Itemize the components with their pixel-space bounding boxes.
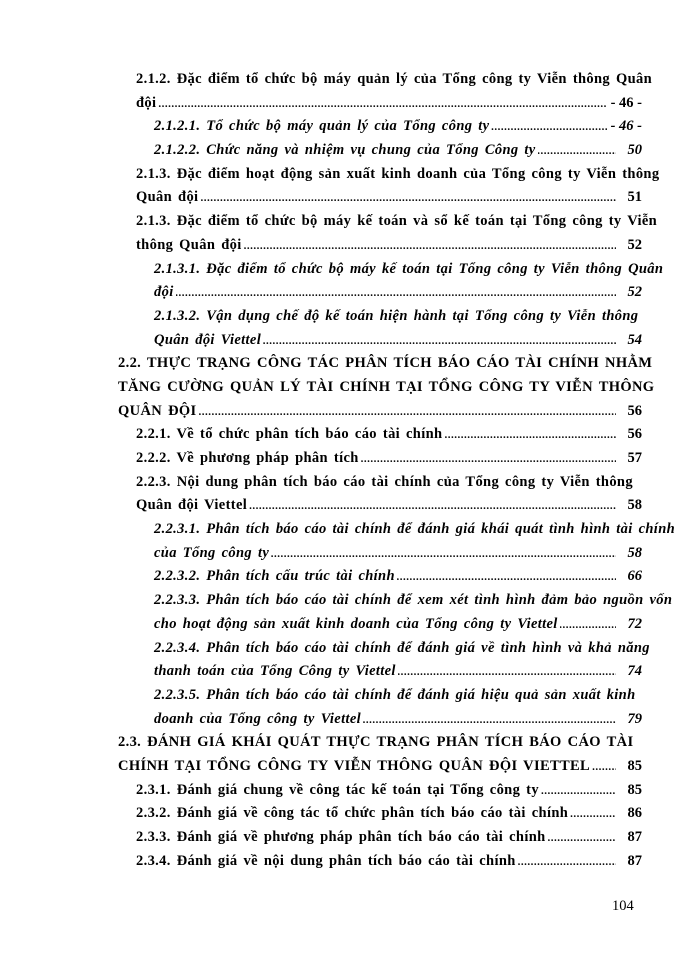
toc-entry[interactable] (118, 305, 642, 352)
toc-entry-title: 2.1.3.2. Vận dụng chế độ kế toán hiện hành tại Tổng công ty Viễn thông (154, 307, 639, 324)
toc-entry[interactable] (118, 518, 676, 565)
toc-entry-title: 2.1.2.2. Chức năng và nhiệm vụ chung của Tổng Công ty (154, 142, 536, 159)
dot-leader (363, 709, 616, 733)
toc-entry[interactable] (118, 589, 673, 636)
toc-page-number: 66 (627, 568, 642, 585)
toc-page-number: 79 (627, 710, 642, 727)
toc-entry-title: QUÂN ĐỘI (118, 402, 197, 419)
toc-page-number: 54 (627, 331, 642, 348)
dot-leader (244, 235, 616, 259)
toc-entry-title: 2.2.3.2. Phân tích cấu trúc tài chính (154, 568, 395, 585)
dot-leader (538, 140, 616, 164)
toc-entry-title: CHÍNH TẠI TỔNG CÔNG TY VIỄN THÔNG QUÂN ĐỘI VIETTEL (118, 757, 591, 774)
toc-entry-title: Quân đội (136, 189, 199, 206)
toc-entry-title: 2.3.3. Đánh giá về phương pháp phân tích báo cáo tài chính (136, 829, 546, 845)
toc-page-number: 85 (627, 781, 642, 798)
dot-leader (548, 827, 616, 851)
toc-page-number: 58 (627, 544, 642, 561)
toc-page-number: 52 (627, 236, 642, 253)
toc-entry[interactable] (118, 850, 642, 874)
toc-page-number: 56 (627, 402, 642, 419)
dot-leader (263, 330, 616, 354)
toc-page-number: 51 (627, 189, 642, 206)
toc-page-number: 57 (627, 450, 642, 466)
toc-page-number: 56 (627, 426, 642, 443)
toc-entry[interactable] (118, 471, 642, 518)
toc-entry-title: 2.3. ĐÁNH GIÁ KHÁI QUÁT THỰC TRẠNG PHÂN TÍCH BÁO CÁO TÀI (118, 734, 634, 751)
toc-entry-title: doanh của Tổng công ty Viettel (154, 710, 361, 727)
toc-entry-title: 2.1.2. Đặc điểm tổ chức bộ máy quản lý của Tổng công ty Viễn thông Quân (136, 71, 653, 87)
toc-entry-title: đội (136, 94, 157, 111)
toc-entry-title: 2.2.3. Nội dung phân tích báo cáo tài chính của Tổng công ty Viễn thông (136, 473, 633, 490)
toc-entry-title: 2.2.2. Về phương pháp phân tích (136, 450, 359, 466)
toc-entry[interactable] (118, 258, 664, 305)
toc-entry-title: 2.2.3.5. Phân tích báo cáo tài chính để đánh giá hiệu quả sản xuất kinh (154, 686, 636, 703)
dot-leader (518, 851, 616, 875)
dot-leader (491, 116, 606, 140)
toc-entry[interactable] (118, 423, 642, 447)
dot-leader (176, 282, 616, 306)
toc-entry-title: 2.1.3.1. Đặc điểm tổ chức bộ máy kế toán tại Tổng công ty Viễn thông Quân (154, 260, 664, 277)
toc-entry-title: 2.2.3.4. Phân tích báo cáo tài chính để đánh giá về tình hình và khả năng (154, 639, 650, 656)
dot-leader (444, 424, 616, 448)
dot-leader (541, 780, 616, 804)
toc-entry-title: 2.1.3. Đặc điểm hoạt động sản xuất kinh doanh của Tổng công ty Viễn thông (136, 165, 660, 182)
toc-entry-title: Quân đội Viettel (136, 497, 248, 514)
toc-entry[interactable] (118, 802, 642, 826)
dot-leader (560, 614, 616, 638)
toc-entry-title: 2.2.1. Về tổ chức phân tích báo cáo tài chính (136, 426, 443, 443)
dot-leader (199, 401, 616, 425)
toc-entry[interactable] (118, 163, 660, 210)
toc-entry[interactable] (118, 826, 642, 850)
toc-entry-title: đội (154, 284, 174, 301)
dot-leader (158, 93, 606, 117)
toc-entry-title: 2.1.3. Đặc điểm tổ chức bộ máy kế toán và sổ kế toán tại Tổng công ty Viễn (136, 213, 658, 230)
toc-entry[interactable] (118, 684, 642, 731)
dot-leader (592, 756, 616, 780)
toc-entry-title: thanh toán của Tổng Công ty Viettel (154, 663, 396, 680)
dot-leader (200, 187, 616, 211)
toc-entry-title: 2.2.3.1. Phân tích báo cáo tài chính để đánh giá khái quát tình hình tài chính (154, 521, 676, 538)
toc-page-number: 52 (627, 284, 642, 301)
dot-leader (570, 803, 616, 827)
toc-entry[interactable] (118, 637, 650, 684)
toc-page-number: 86 (627, 805, 642, 822)
toc-entry[interactable] (118, 210, 658, 257)
toc-entry[interactable] (118, 731, 642, 778)
toc-entry[interactable] (118, 68, 653, 115)
toc-page-number: 72 (627, 615, 642, 632)
toc-page-number: 85 (627, 757, 642, 774)
toc-entry-title: cho hoạt động sản xuất kinh doanh của Tổng công ty Viettel (154, 615, 558, 632)
dot-leader (397, 566, 616, 590)
toc-page-number: - 46 - (610, 94, 642, 111)
toc-entry[interactable] (118, 447, 642, 471)
toc-entry[interactable] (118, 352, 655, 423)
dot-leader (398, 661, 616, 685)
toc-entry-title: TĂNG CƯỜNG QUẢN LÝ TÀI CHÍNH TẠI TỔNG CÔNG TY VIỄN THÔNG (118, 378, 655, 395)
table-of-contents (118, 68, 676, 873)
toc-entry-title: 2.3.4. Đánh giá về nội dung phân tích báo cáo tài chính (136, 852, 516, 869)
page-number: 104 (612, 898, 634, 914)
toc-entry-title: 2.2. THỰC TRẠNG CÔNG TÁC PHÂN TÍCH BÁO CÁO TÀI CHÍNH NHẰM (118, 355, 653, 372)
toc-entry-title: 2.3.2. Đánh giá về công tác tổ chức phân tích báo cáo tài chính (136, 805, 569, 822)
toc-entry[interactable] (118, 115, 642, 139)
toc-entry[interactable] (118, 779, 642, 803)
toc-entry-title: 2.3.1. Đánh giá chung về công tác kế toán tại Tổng công ty (136, 781, 539, 798)
toc-page-number: - 46 - (610, 118, 642, 135)
toc-page-number: 74 (627, 663, 642, 680)
toc-entry-title: 2.1.2.1. Tổ chức bộ máy quản lý của Tổng công ty (154, 118, 490, 135)
dot-leader (361, 448, 616, 472)
toc-page-number: 87 (627, 852, 642, 869)
dot-leader (249, 495, 616, 519)
toc-entry-title: 2.2.3.3. Phân tích báo cáo tài chính để xem xét tình hình đảm bảo nguồn vốn (154, 592, 673, 609)
toc-entry-title: Quân đội Viettel (154, 331, 262, 348)
toc-entry[interactable] (118, 139, 642, 163)
toc-page-number: 50 (627, 142, 642, 159)
toc-entry-title: thông Quân đội (136, 236, 242, 253)
toc-entry-title: của Tổng công ty (154, 544, 270, 561)
dot-leader (271, 543, 616, 567)
toc-page-number: 58 (627, 497, 642, 514)
toc-entry[interactable] (118, 565, 642, 589)
toc-page-number: 87 (627, 829, 642, 845)
